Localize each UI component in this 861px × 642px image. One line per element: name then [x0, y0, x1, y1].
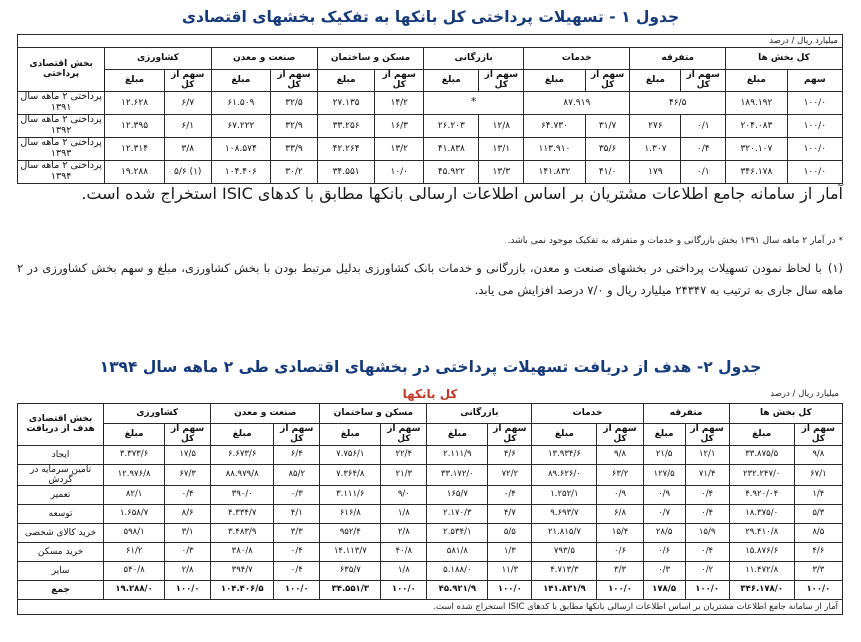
- table1-corner-bottom: پرداختی: [43, 69, 80, 80]
- t1-r3-c12: (۱) ۵/۶: [164, 160, 211, 183]
- table1-group-commerce: بازرگانی: [424, 48, 524, 70]
- table-row: [18, 562, 843, 581]
- table2-group-agriculture: کشاورزی: [104, 404, 211, 424]
- table2-sub-share-industry: سهم از کل: [274, 424, 320, 446]
- t1-r0-agri-amount: ۱۲.۶۲۸: [105, 91, 165, 114]
- t1-r1-c0: ۱۰۰/۰: [787, 114, 842, 137]
- table1-corner-top: بخش اقتصادی: [29, 59, 93, 69]
- t2-r4-c9: ۹۵۲/۴: [320, 524, 381, 543]
- table2-group-industry: صنعت و معدن: [211, 404, 320, 424]
- table1-sub-share-industry: سهم از کل: [271, 70, 318, 92]
- table2-container: [17, 388, 843, 615]
- t1-r3-c4: ۴۱/۰: [585, 160, 630, 183]
- t2-total-c0: ۱۰۰/۰: [794, 581, 842, 600]
- t1-r0-c0: ۱۰۰/۰: [787, 91, 842, 114]
- t2-r3-c11: ۴.۳۳۴/۷: [211, 505, 274, 524]
- t2-r6-c1: ۱۱.۴۷۲/۸: [729, 562, 794, 581]
- table2-sub-share-misc: سهم از کل: [685, 424, 729, 446]
- t2-r6-c11: ۳۹۴/۷: [211, 562, 274, 581]
- t1-r2-c1: ۳۲۰.۱۰۷: [726, 137, 788, 160]
- table1-group-header-row: [18, 48, 843, 70]
- table1-body: [18, 91, 843, 183]
- table-row: [18, 114, 843, 137]
- t2-r4-c11: ۳.۴۸۳/۹: [211, 524, 274, 543]
- table1-sub-header-row: [18, 70, 843, 92]
- table1-unit-label: میلیارد ریال / درصد: [17, 34, 843, 47]
- t2-r3-c8: ۱/۸: [381, 505, 427, 524]
- t1-r3-c9: ۳۴.۵۵۱: [317, 160, 374, 183]
- t2-r3-c12: ۸/۶: [165, 505, 211, 524]
- t2-r6-c3: ۰/۳: [643, 562, 685, 581]
- t2-r6-c5: ۴.۷۱۳/۳: [532, 562, 597, 581]
- table2-sub-share-commerce: سهم از کل: [488, 424, 532, 446]
- t2-r6-c7: ۵.۱۸۸/۰: [427, 562, 488, 581]
- table-row: [18, 543, 843, 562]
- table1-group-services: خدمات: [524, 48, 630, 70]
- t2-r5-c12: ۰/۳: [165, 543, 211, 562]
- table1-footnote: آمار از سامانه جامع اطلاعات مشتریان بر اساس اطلاعات ارسالی بانکها مطابق با کدهای ISIC استخراج شده است.: [81, 183, 843, 203]
- t2-r2-c10: ۰/۳: [274, 486, 320, 505]
- t1-r0-industry-amount: ۶۱.۵۰۹: [211, 91, 271, 114]
- t2-r1-c11: ۸۸.۹۷۹/۸: [211, 464, 274, 486]
- t1-r0-label: پرداختی ۲ ماهه سال ۱۳۹۱: [18, 91, 105, 114]
- t1-r0-housing-amount: ۲۷.۱۳۵: [317, 91, 374, 114]
- t2-total-c12: ۱۰۰/۰: [165, 581, 211, 600]
- table2-group-total: کل بخش ها: [729, 404, 842, 424]
- t2-r5-c8: ۴۰/۸: [381, 543, 427, 562]
- t2-r0-c1: ۳۳.۸۷۵/۵: [729, 445, 794, 464]
- t2-r4-c2: ۱۵/۹: [685, 524, 729, 543]
- table-row: [18, 137, 843, 160]
- t2-r1-c5: ۸۹.۶۲۶/۰: [532, 464, 597, 486]
- table2-sub-header-row: [18, 424, 843, 446]
- t1-r1-c6: ۱۲/۸: [479, 114, 524, 137]
- t2-r5-c4: ۰/۶: [597, 543, 643, 562]
- t2-r4-c1: ۲۹.۴۱۰/۸: [729, 524, 794, 543]
- t1-r1-c5: ۶۴.۷۳۰: [524, 114, 586, 137]
- t2-r0-c10: ۶/۴: [274, 445, 320, 464]
- t2-r0-c4: ۹/۸: [597, 445, 643, 464]
- t2-r5-label: خرید مسکن: [18, 543, 104, 562]
- t1-r2-c10: ۳۳/۹: [271, 137, 318, 160]
- t2-r2-c0: ۱/۴: [794, 486, 842, 505]
- table2-sub-amount-misc: مبلغ: [643, 424, 685, 446]
- table-row: [18, 445, 843, 464]
- t1-r3-c1: ۳۴۶.۱۷۸: [726, 160, 788, 183]
- table1-sub-amount-commerce: مبلغ: [424, 70, 479, 92]
- t2-r0-c2: ۱۲/۱: [685, 445, 729, 464]
- t1-r2-c12: ۳/۸: [164, 137, 211, 160]
- t2-r2-c1: ۴.۹۲۰/۰۴: [729, 486, 794, 505]
- t2-r6-c12: ۲/۸: [165, 562, 211, 581]
- t2-total-c6: ۱۰۰/۰: [488, 581, 532, 600]
- t2-r6-c4: ۳/۳: [597, 562, 643, 581]
- t2-r6-c2: ۰/۲: [685, 562, 729, 581]
- table2-group-header-row: [18, 404, 843, 424]
- t2-total-c9: ۳۴.۵۵۱/۳: [320, 581, 381, 600]
- table2-group-commerce: بازرگانی: [427, 404, 532, 424]
- t2-r1-c3: ۱۲۷/۵: [643, 464, 685, 486]
- t1-r3-c0: ۱۰۰/۰: [787, 160, 842, 183]
- t1-r3-c3: ۱۷۹: [630, 160, 681, 183]
- t2-r3-c4: ۶/۸: [597, 505, 643, 524]
- table1-sub-amount-agri: مبلغ: [105, 70, 165, 92]
- t2-r0-c12: ۱۷/۵: [165, 445, 211, 464]
- t2-r2-c3: ۰/۹: [643, 486, 685, 505]
- table-row: [18, 486, 843, 505]
- t1-r0-misc: ۴۶/۵: [630, 91, 726, 114]
- t2-r3-c10: ۴/۱: [274, 505, 320, 524]
- t1-r1-c12: ۶/۱: [164, 114, 211, 137]
- t1-r0-c1: ۱۸۹.۱۹۲: [726, 91, 788, 114]
- t2-total-c1: ۳۴۶.۱۷۸/۰: [729, 581, 794, 600]
- t2-r0-c5: ۱۳.۹۳۴/۶: [532, 445, 597, 464]
- table2-body: [18, 445, 843, 600]
- table1-group-agriculture: کشاورزی: [105, 48, 211, 70]
- t2-r0-c8: ۲۲/۴: [381, 445, 427, 464]
- t2-r4-c6: ۵/۵: [488, 524, 532, 543]
- table2-corner-header: [18, 404, 104, 446]
- t2-r1-c2: ۷۱/۴: [685, 464, 729, 486]
- t2-r0-label: ایجاد: [18, 445, 104, 464]
- t2-total-label: جمع: [18, 581, 104, 600]
- t2-r4-c12: ۳/۱: [165, 524, 211, 543]
- t2-r3-c0: ۵/۳: [794, 505, 842, 524]
- t2-r1-c0: ۶۷/۱: [794, 464, 842, 486]
- table1-sub-share-services: سهم از کل: [585, 70, 630, 92]
- t1-r3-c2: ۰/۱: [681, 160, 726, 183]
- table2-corner-bottom: هدف از دریافت: [26, 424, 95, 435]
- t2-r5-c0: ۴/۶: [794, 543, 842, 562]
- table2-unit-label: میلیارد ریال / درصد: [770, 389, 839, 399]
- t1-r1-c11: ۶۷.۲۲۲: [211, 114, 271, 137]
- paragraph-note-text: با لحاظ نمودن تسهیلات پرداختی در بخشهای صنعت و معدن، بازرگانی و خدمات بانک کشاورزی بدلیل مرتبط بودن با بخش کشاورزی، مبلغ و سهم بخش کشاورزی در ۲ ماهه سال جاری به ترتیب به ۲۴۳۴۷ میلیارد ریال و ۷/۰ درصد افزایش می یابد.: [17, 261, 843, 297]
- t2-r0-c6: ۴/۶: [488, 445, 532, 464]
- t2-r6-c9: ۶۳۵/۷: [320, 562, 381, 581]
- t2-r2-c4: ۰/۹: [597, 486, 643, 505]
- table1-sub-amount-industry: مبلغ: [211, 70, 271, 92]
- table1-group-misc: متفرقه: [630, 48, 726, 70]
- table1-sub-share-housing: سهم از کل: [375, 70, 424, 92]
- t2-total-c13: ۱۹.۲۸۸/۰: [104, 581, 165, 600]
- t2-total-c2: ۱۰۰/۰: [685, 581, 729, 600]
- t2-r1-c13: ۱۲.۹۷۶/۸: [104, 464, 165, 486]
- t2-total-c3: ۱۷۸/۵: [643, 581, 685, 600]
- t1-r1-c13: ۱۲.۳۹۵: [105, 114, 165, 137]
- table1-sub-amount-total: مبلغ: [726, 70, 788, 92]
- t2-total-c5: ۱۴۱.۸۳۱/۹: [532, 581, 597, 600]
- t1-r1-c3: ۲۷۶: [630, 114, 681, 137]
- t2-r2-c7: ۱۶۵/۷: [427, 486, 488, 505]
- table2-group-housing: مسکن و ساختمان: [320, 404, 427, 424]
- table1-container: [17, 34, 843, 203]
- t2-r1-c1: ۲۳۲.۲۴۷/۰: [729, 464, 794, 486]
- table1-sub-share-total: سهم: [787, 70, 842, 92]
- t1-r2-c2: ۰/۴: [681, 137, 726, 160]
- t2-r3-c7: ۲.۱۷۰/۳: [427, 505, 488, 524]
- t2-r3-c9: ۶۱۶/۸: [320, 505, 381, 524]
- t2-r3-c5: ۹.۶۹۳/۷: [532, 505, 597, 524]
- t2-r4-c4: ۱۵/۴: [597, 524, 643, 543]
- t2-r2-c8: ۹/۰: [381, 486, 427, 505]
- t1-r0-housing-share: ۱۴/۲: [375, 91, 424, 114]
- t2-r6-c0: ۳/۳: [794, 562, 842, 581]
- t2-r3-c3: ۰/۷: [643, 505, 685, 524]
- t1-r1-c7: ۲۶.۲۰۳: [424, 114, 479, 137]
- t2-r3-c13: ۱.۶۵۸/۷: [104, 505, 165, 524]
- table1: [17, 47, 843, 184]
- t1-r0-industry-share: ۳۲/۵: [271, 91, 318, 114]
- table2-sub-amount-commerce: مبلغ: [427, 424, 488, 446]
- t1-r2-c7: ۴۱.۸۳۸: [424, 137, 479, 160]
- table2-sub-amount-housing: مبلغ: [320, 424, 381, 446]
- t2-total-c7: ۴۵.۹۲۱/۹: [427, 581, 488, 600]
- page-title-table1: جدول ۱ - تسهیلات پرداختی کل بانکها به تفکیک بخشهای اقتصادی: [181, 8, 680, 26]
- table2-sub-amount-total: مبلغ: [729, 424, 794, 446]
- t2-r5-c7: ۵۸۱/۸: [427, 543, 488, 562]
- table-row-total: [18, 581, 843, 600]
- t2-r1-c8: ۲۱/۳: [381, 464, 427, 486]
- table2-sub-share-total: سهم از کل: [794, 424, 842, 446]
- t1-r2-c9: ۴۲.۲۶۴: [317, 137, 374, 160]
- t2-r5-c3: ۰/۶: [643, 543, 685, 562]
- t2-r6-c6: ۱۱/۳: [488, 562, 532, 581]
- t2-r2-c13: ۸۲/۱: [104, 486, 165, 505]
- t2-r4-label: خرید کالای شخصی: [18, 524, 104, 543]
- t2-r4-c0: ۸/۵: [794, 524, 842, 543]
- t2-r4-c8: ۲/۸: [381, 524, 427, 543]
- t2-r2-c6: ۰/۴: [488, 486, 532, 505]
- t1-r2-c4: ۳۵/۶: [585, 137, 630, 160]
- star-footnote: * در آمار ۲ ماهه سال ۱۳۹۱ بخش بازرگانی و خدمات و متفرقه به تفکیک موجود نمی باشد.: [507, 236, 843, 246]
- t2-r4-c7: ۲.۵۳۴/۱: [427, 524, 488, 543]
- table-row: [18, 505, 843, 524]
- table2-sub-amount-agri: مبلغ: [104, 424, 165, 446]
- t1-r1-c10: ۳۲/۹: [271, 114, 318, 137]
- paragraph-note-1: [17, 258, 843, 302]
- t1-r2-c5: ۱۱۳.۹۱۰: [524, 137, 586, 160]
- table1-corner-header: [18, 48, 105, 92]
- table2-sub-share-services: سهم از کل: [597, 424, 643, 446]
- t2-r0-c13: ۳.۳۷۳/۶: [104, 445, 165, 464]
- t2-r5-c2: ۰/۴: [685, 543, 729, 562]
- t2-r5-c5: ۷۹۳/۵: [532, 543, 597, 562]
- table2-sub-share-agri: سهم از کل: [165, 424, 211, 446]
- t1-r3-c11: ۱۰۴.۴۰۶: [211, 160, 271, 183]
- t1-r0-commerce: *: [424, 91, 524, 114]
- t2-r5-c10: ۰/۴: [274, 543, 320, 562]
- paragraph-note-number: (۱): [827, 261, 843, 275]
- t2-r3-c2: ۰/۴: [685, 505, 729, 524]
- t2-total-c8: ۱۰۰/۰: [381, 581, 427, 600]
- t1-r3-c6: ۱۳/۳: [479, 160, 524, 183]
- t2-r1-label: تامین سرمایه در گردش: [18, 464, 104, 486]
- t2-r6-c10: ۰/۴: [274, 562, 320, 581]
- table1-sub-share-commerce: سهم از کل: [479, 70, 524, 92]
- t2-r4-c10: ۳/۳: [274, 524, 320, 543]
- table2-group-misc: متفرقه: [643, 404, 729, 424]
- t1-r0-services: ۸۷.۹۱۹: [524, 91, 630, 114]
- t1-r2-c8: ۱۳/۲: [375, 137, 424, 160]
- t1-r3-c8: ۱۰/۰: [375, 160, 424, 183]
- t2-r1-c12: ۶۷/۳: [165, 464, 211, 486]
- t2-r1-c6: ۷۲/۲: [488, 464, 532, 486]
- t1-r2-c13: ۱۲.۳۱۴: [105, 137, 165, 160]
- t2-r2-c2: ۰/۴: [685, 486, 729, 505]
- t2-r6-c13: ۵۴۰/۸: [104, 562, 165, 581]
- table1-sub-amount-misc: مبلغ: [630, 70, 681, 92]
- table2-group-services: خدمات: [532, 404, 643, 424]
- t1-r2-label: پرداختی ۲ ماهه سال ۱۳۹۳: [18, 137, 105, 160]
- table1-group-industry: صنعت و معدن: [211, 48, 317, 70]
- t1-r1-c1: ۲۰۴.۰۸۳: [726, 114, 788, 137]
- t2-r5-c13: ۶۱/۲: [104, 543, 165, 562]
- t2-r4-c5: ۲۱.۸۱۵/۷: [532, 524, 597, 543]
- table-row: [18, 464, 843, 486]
- table-row: [18, 160, 843, 183]
- t2-r5-c1: ۱۵.۸۷۶/۶: [729, 543, 794, 562]
- t2-total-c4: ۱۰۰/۰: [597, 581, 643, 600]
- t2-r2-c9: ۳.۱۱۱/۶: [320, 486, 381, 505]
- t2-r3-c6: ۴/۷: [488, 505, 532, 524]
- t2-r1-c7: ۳۳.۱۷۲/۰: [427, 464, 488, 486]
- table-row: [18, 524, 843, 543]
- t1-r1-c9: ۳۳.۲۵۶: [317, 114, 374, 137]
- table1-group-housing: مسکن و ساختمان: [317, 48, 423, 70]
- t1-r3-label: پرداختی ۲ ماهه سال ۱۳۹۴: [18, 160, 105, 183]
- t1-r0-agri-share: ۶/۷: [164, 91, 211, 114]
- table1-sub-share-misc: سهم از کل: [681, 70, 726, 92]
- t2-r4-c3: ۲۸/۵: [643, 524, 685, 543]
- t1-r2-c6: ۱۳/۱: [479, 137, 524, 160]
- t1-r2-c11: ۱۰۸.۵۷۴: [211, 137, 271, 160]
- t2-r2-c11: ۳۹۰/۰: [211, 486, 274, 505]
- t2-r1-c10: ۸۵/۲: [274, 464, 320, 486]
- t2-r3-c1: ۱۸.۳۷۵/۰: [729, 505, 794, 524]
- t2-r4-c13: ۵۹۸/۱: [104, 524, 165, 543]
- table1-sub-share-agri: سهم از کل: [164, 70, 211, 92]
- table2-sub-share-housing: سهم از کل: [381, 424, 427, 446]
- t1-r3-c5: ۱۴۱.۸۳۲: [524, 160, 586, 183]
- table1-sub-amount-housing: مبلغ: [317, 70, 374, 92]
- t1-r3-c13: ۱۹.۲۸۸: [105, 160, 165, 183]
- t2-total-c10: ۱۰۰/۰: [274, 581, 320, 600]
- t2-r0-c11: ۶.۶۷۳/۶: [211, 445, 274, 464]
- t2-r0-c0: ۹/۸: [794, 445, 842, 464]
- t2-r2-c12: ۰/۴: [165, 486, 211, 505]
- t1-r1-label: پرداختی ۲ ماهه سال ۱۳۹۲: [18, 114, 105, 137]
- t2-r0-c9: ۷.۷۵۶/۱: [320, 445, 381, 464]
- t2-r2-c5: ۱.۲۵۲/۱: [532, 486, 597, 505]
- t2-r5-c9: ۱۴.۱۱۳/۷: [320, 543, 381, 562]
- t1-r2-c3: ۱.۳۰۷: [630, 137, 681, 160]
- t2-r1-c4: ۶۳/۲: [597, 464, 643, 486]
- t2-r2-label: تعمیر: [18, 486, 104, 505]
- table2-sub-amount-services: مبلغ: [532, 424, 597, 446]
- table2-corner-top: بخش اقتصادی: [28, 414, 93, 424]
- table2: [17, 403, 843, 600]
- table1-group-total: کل بخش ها: [726, 48, 843, 70]
- table2-footnote: آمار از سامانه جامع اطلاعات مشتریان بر اساس اطلاعات ارسالی بانکها مطابق با کدهای ISIC استخراج شده است.: [17, 600, 843, 615]
- t2-total-c11: ۱۰۴.۴۰۶/۵: [211, 581, 274, 600]
- table2-sub-amount-industry: مبلغ: [211, 424, 274, 446]
- table2-banks-label: کل بانکها: [402, 387, 458, 401]
- t1-r1-c2: ۰/۱: [681, 114, 726, 137]
- t1-r3-c7: ۴۵.۹۲۲: [424, 160, 479, 183]
- t2-r1-c9: ۷.۳۶۴/۸: [320, 464, 381, 486]
- t2-r0-c3: ۲۱/۵: [643, 445, 685, 464]
- t2-r6-c8: ۱/۸: [381, 562, 427, 581]
- t1-r1-c8: ۱۶/۳: [375, 114, 424, 137]
- table1-sub-amount-services: مبلغ: [524, 70, 586, 92]
- page-title-table2: جدول ۲- هدف از دریافت تسهیلات پرداختی در بخشهای اقتصادی طی ۲ ماهه سال ۱۳۹۴: [99, 358, 762, 376]
- t2-r3-label: توسعه: [18, 505, 104, 524]
- t1-r1-c4: ۳۱/۷: [585, 114, 630, 137]
- t1-r3-c10: ۳۰/۲: [271, 160, 318, 183]
- t2-r6-label: سایر: [18, 562, 104, 581]
- t2-r5-c11: ۳۸۰/۸: [211, 543, 274, 562]
- t1-r2-c0: ۱۰۰/۰: [787, 137, 842, 160]
- t2-r0-c7: ۲.۱۱۱/۹: [427, 445, 488, 464]
- table-row: [18, 91, 843, 114]
- t2-r5-c6: ۱/۳: [488, 543, 532, 562]
